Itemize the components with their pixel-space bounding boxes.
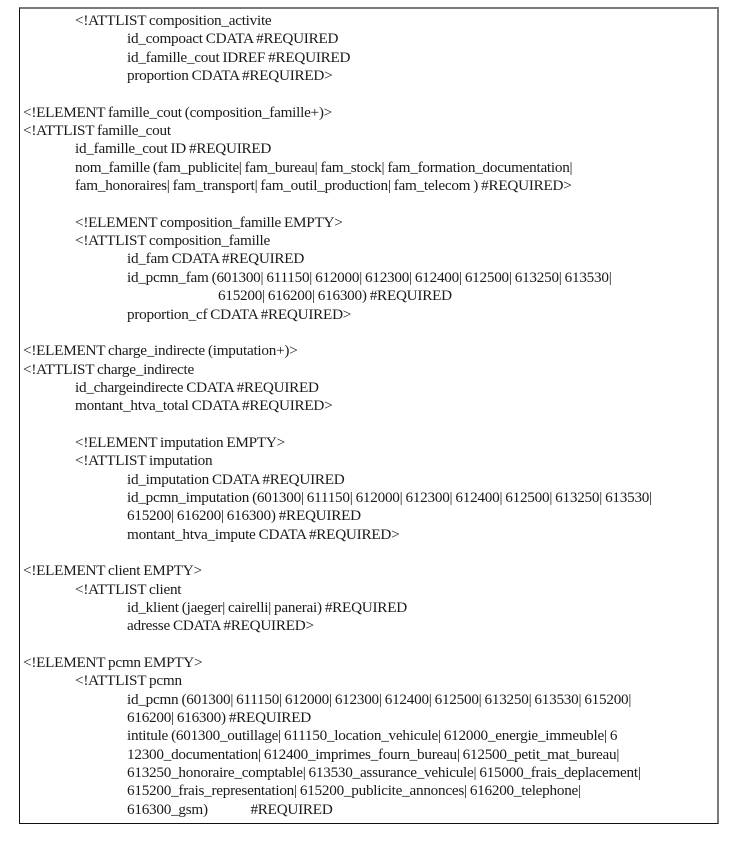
blank-line [23, 195, 652, 213]
code-line: id_famille_cout ID #REQUIRED [75, 140, 272, 158]
code-line: montant_htva_total CDATA #REQUIRED> [75, 397, 333, 415]
code-line: montant_htva_impute CDATA #REQUIRED> [127, 525, 400, 543]
blank-line [23, 636, 652, 654]
code-line: 615200| 616200| 616300) #REQUIRED [218, 287, 452, 305]
code-line: <!ELEMENT imputation EMPTY> [75, 433, 285, 451]
code-line: id_compoact CDATA #REQUIRED [127, 30, 339, 48]
blank-line [23, 544, 652, 562]
code-line: <!ELEMENT charge_indirecte (imputation+)> [23, 342, 298, 360]
code-line: <!ELEMENT famille_cout (composition_famille+)> [23, 103, 332, 121]
code-line: id_pcmn_imputation (601300| 611150| 612000| 612300| 612400| 612500| 613250| 613530| [127, 488, 652, 506]
code-line: <!ATTLIST composition_activite [75, 12, 272, 29]
code-line: 616200| 616300) #REQUIRED [127, 709, 311, 727]
code-line: id_fam CDATA #REQUIRED [127, 250, 305, 268]
code-line: proportion_cf CDATA #REQUIRED> [127, 305, 352, 323]
blank-line [23, 416, 652, 434]
code-line: id_pcmn (601300| 611150| 612000| 612300| 612400| 612500| 613250| 613530| 615200| [127, 690, 632, 708]
code-line: <!ATTLIST pcmn [75, 672, 182, 690]
code-line: id_pcmn_fam (601300| 611150| 612000| 612300| 612400| 612500| 613250| 613530| [127, 268, 612, 286]
code-line: <!ATTLIST imputation [75, 452, 213, 470]
code-line: intitule (601300_outillage| 611150_location_vehicule| 612000_energie_immeuble| 6 [127, 727, 618, 745]
code-line: id_imputation CDATA #REQUIRED [127, 470, 345, 488]
code-line: <!ELEMENT client EMPTY> [23, 562, 202, 580]
code-line: 615200| 616200| 616300) #REQUIRED [127, 507, 361, 525]
code-line: 616300_gsm) #REQUIRED [127, 800, 333, 818]
code-line: fam_honoraires| fam_transport| fam_outil_production| fam_telecom ) #REQUIRED> [75, 177, 572, 195]
code-line: <!ATTLIST famille_cout [23, 122, 171, 140]
code-line: id_chargeindirecte CDATA #REQUIRED [75, 378, 319, 396]
code-line: <!ATTLIST client [75, 580, 182, 598]
code-line: 613250_honoraire_comptable| 613530_assurance_vehicule| 615000_frais_deplacement| [127, 764, 641, 782]
blank-line [23, 324, 652, 342]
dtd-code-block [23, 12, 652, 819]
code-line: nom_famille (fam_publicite| fam_bureau| fam_stock| fam_formation_documentation| [75, 158, 573, 176]
code-line: <!ATTLIST charge_indirecte [23, 360, 194, 378]
code-line: 615200_frais_representation| 615200_publicite_annonces| 616200_telephone| [127, 782, 581, 800]
code-line: id_klient (jaeger| cairelli| panerai) #REQUIRED [127, 599, 407, 616]
code-line: <!ATTLIST composition_famille [75, 232, 270, 250]
blank-line [23, 85, 652, 103]
code-line: adresse CDATA #REQUIRED> [127, 617, 314, 635]
code-line: 12300_documentation| 612400_imprimes_fourn_bureau| 612500_petit_mat_bureau| [127, 745, 620, 763]
code-line: <!ELEMENT composition_famille EMPTY> [75, 213, 343, 231]
code-line: id_famille_cout IDREF #REQUIRED [127, 48, 351, 66]
code-line: <!ELEMENT pcmn EMPTY> [23, 654, 203, 672]
code-line: proportion CDATA #REQUIRED> [127, 67, 333, 85]
